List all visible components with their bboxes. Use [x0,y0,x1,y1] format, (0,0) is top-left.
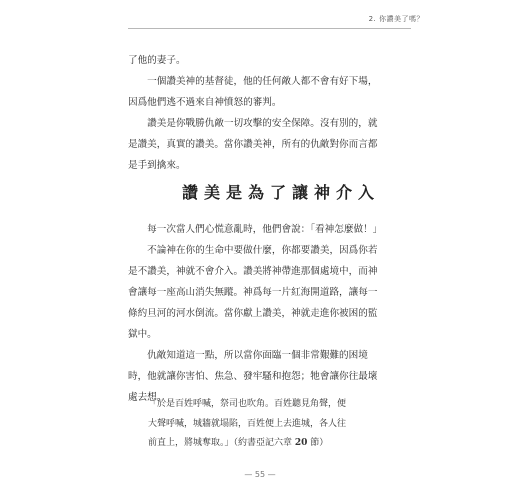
quote-line [148,434,346,454]
text-line: 處去想。 [128,392,167,403]
text-line: 讚美是你戰勝仇敵一切攻擊的安全保障。沒有別的，就 [128,118,378,129]
verse-number: 20 [294,438,308,448]
text-line: 不論神在你的生命中要做什麼，你都要讚美，因爲你若 [128,245,378,256]
page-number: — 55 — [244,470,276,479]
text-line: 獄中。 [128,329,157,340]
text-line: 時，他就讓你害怕、焦急、發牢騷和抱怨；牠會讓你往最壞 [128,371,378,382]
text-line: 因爲他們逃不過來自神憤怒的審判。 [128,97,282,108]
quote-text: 節） [310,438,329,448]
text-line: 了他的妻子。 [128,55,186,66]
text-line: 是不讚美，神就不會介入。讚美將神帶進那個處境中，而神 [128,266,378,277]
text-line: 是讚美，真實的讚美。當你讚美神，所有的仇敵對你而言都 [128,139,378,150]
header-rule [128,28,411,29]
text-line: 仇敵知道這一點，所以當你面臨一個非常艱難的困境 [128,350,368,361]
bottom-paragraph-block [128,219,382,408]
text-line: 一個讚美神的基督徒，他的任何敵人都不會有好下場， [128,76,378,87]
text-line: 條約旦河的河水倒流。當你獻上讚美，神就走進你被困的監 [128,308,378,319]
text-line: 會讓每一座高山消失無蹤。神爲每一片紅海開道路，讓每一 [128,287,378,298]
running-header: 2. 你讚美了嗎？ [368,15,424,23]
section-heading: 讚美是為了讓神介入 [182,183,381,202]
quote-line: 大聲呼喊，城牆就塌陷，百姓便上去進城，各人往 [148,418,347,429]
text-line: 每一次當人們心慌意亂時，他們會說：「看神怎麼做！」 [128,224,383,235]
top-paragraph-block [128,50,377,176]
quote-line: 「於是百姓呼喊，祭司也吹角。百姓聽見角聲，便 [148,399,347,409]
text-line: 是手到擒來。 [128,160,186,171]
scripture-quote [148,395,346,454]
quote-text: 前直上，將城奪取。」（約書亞記六章 [148,438,293,448]
